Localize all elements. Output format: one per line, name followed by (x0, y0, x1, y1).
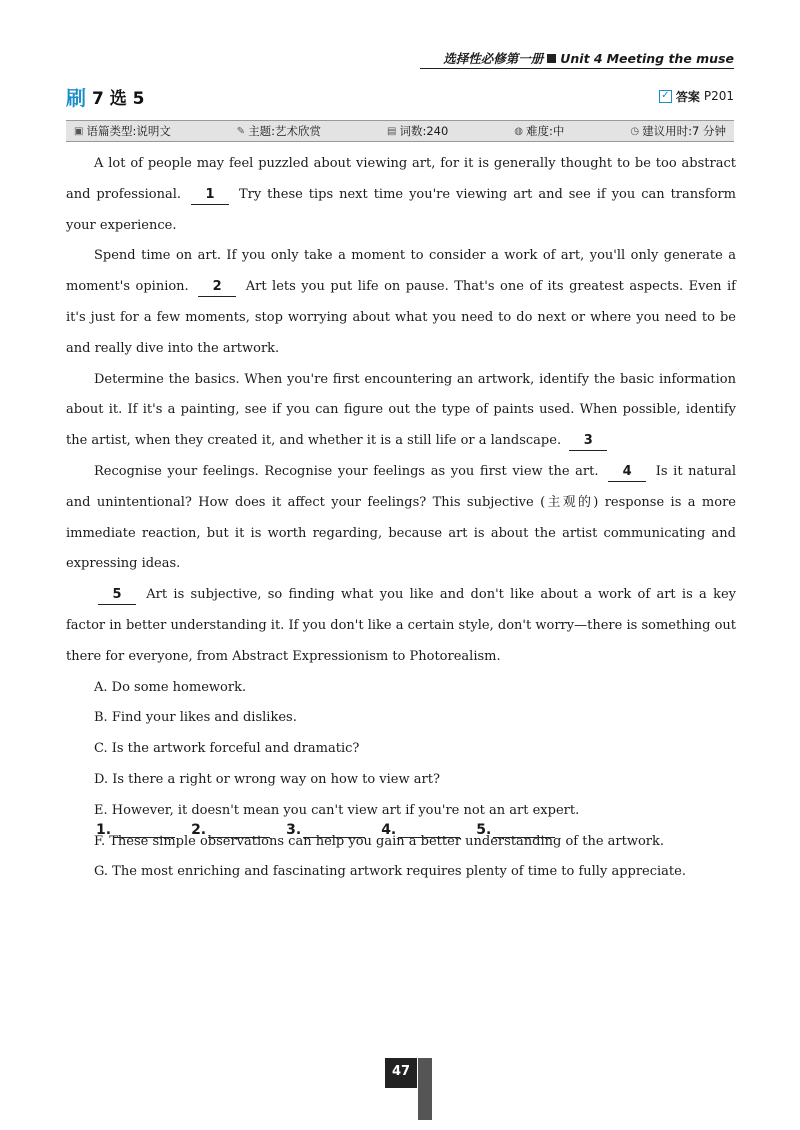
answer-reference (659, 88, 734, 105)
info-time: ◷ 建议用时:7 分钟 (630, 124, 726, 138)
check-icon: ✓ (659, 90, 672, 103)
blank-1[interactable]: 1 (191, 186, 229, 205)
brush-icon: 刷 (66, 85, 86, 110)
answer-slot-5[interactable]: 5. (476, 822, 555, 838)
page-number: 47 (385, 1058, 417, 1088)
blank-2[interactable]: 2 (198, 278, 236, 297)
option-b: B. Find your likes and dislikes. (94, 710, 297, 726)
answer-slot-1[interactable]: 1. (96, 822, 175, 838)
paragraph-5: 5 Art is subjective, so finding what you like and don't like about a work of art is a key factor in better understanding it. If you don't like a certain style, don't worry—there is something out there for everyone, from Abstract Expressionism to Photorealism. (66, 587, 736, 664)
answer-row (96, 822, 555, 838)
answer-label: 答案 (675, 89, 700, 104)
exercise-title-row (66, 84, 734, 108)
paragraph-3: Determine the basics. When you're first encountering an artwork, identify the basic information about it. If it's a painting, see if you can figure out the type of paints used. When possible, identify the artist, when they created it, and whether it is a still life or a landscape. 3 (66, 365, 736, 457)
unit-number: Unit 4 (560, 50, 603, 66)
answer-page: P201 (703, 89, 734, 103)
options-list (66, 673, 736, 889)
answer-slot-4[interactable]: 4. (381, 822, 460, 838)
info-genre: ▣ 语篇类型:说明文 (74, 124, 171, 138)
answer-slot-2[interactable]: 2. (191, 822, 270, 838)
passage (66, 149, 736, 888)
info-topic: ✎ 主题:艺术欣赏 (236, 124, 322, 138)
page-header (420, 48, 734, 69)
paragraph-1: A lot of people may feel puzzled about viewing art, for it is generally thought to be too abstract and professional. 1 Try these tips next time you're viewing art and see if you can transform your experience. (66, 156, 736, 233)
unit-title: Meeting the muse (606, 50, 734, 66)
paragraph-4: Recognise your feelings. Recognise your feelings as you first view the art. 4 Is it natural and unintentional? How does it affect your feelings? This subjective (主观的) response is a more immediate reaction, but it is worth regarding, because art is about the artist communicating and expressing ideas. (66, 463, 736, 572)
option-c: C. Is the artwork forceful and dramatic? (94, 741, 360, 757)
difficulty-icon: ◍ (514, 125, 524, 137)
blank-4[interactable]: 4 (608, 463, 646, 482)
option-a: A. Do some homework. (94, 679, 247, 695)
page-edge-marker (418, 1058, 432, 1120)
info-bar (66, 120, 734, 142)
option-g: G. The most enriching and fascinating artwork requires plenty of time to fully appreciate. (94, 864, 686, 880)
clock-icon: ◷ (630, 125, 640, 137)
option-f: F. These simple observations can help you gain a better understanding of the artwork. (94, 833, 665, 849)
answer-slot-3[interactable]: 3. (286, 822, 365, 838)
blank-5[interactable]: 5 (98, 586, 136, 605)
genre-icon: ▣ (74, 125, 84, 137)
wordcount-icon: ▤ (387, 125, 397, 137)
book-name: 选择性必修第一册 (443, 51, 544, 66)
info-wordcount: ▤ 词数:240 (387, 124, 449, 138)
option-e: E. However, it doesn't mean you can't view art if you're not an art expert. (94, 802, 580, 818)
square-icon (547, 54, 556, 63)
info-difficulty: ◍ 难度:中 (514, 124, 565, 138)
paragraph-2: Spend time on art. If you only take a moment to consider a work of art, you'll only generate a moment's opinion. 2 Art lets you put life on pause. That's one of its greatest aspects. Even if it's just for a few moments, stop worrying about what you need to do next or where you need to be and really dive into the artwork. (66, 248, 736, 356)
blank-3[interactable]: 3 (569, 432, 607, 451)
topic-icon: ✎ (236, 125, 246, 137)
option-d: D. Is there a right or wrong way on how to view art? (94, 771, 440, 787)
exercise-title: 7 选 5 (92, 88, 145, 109)
